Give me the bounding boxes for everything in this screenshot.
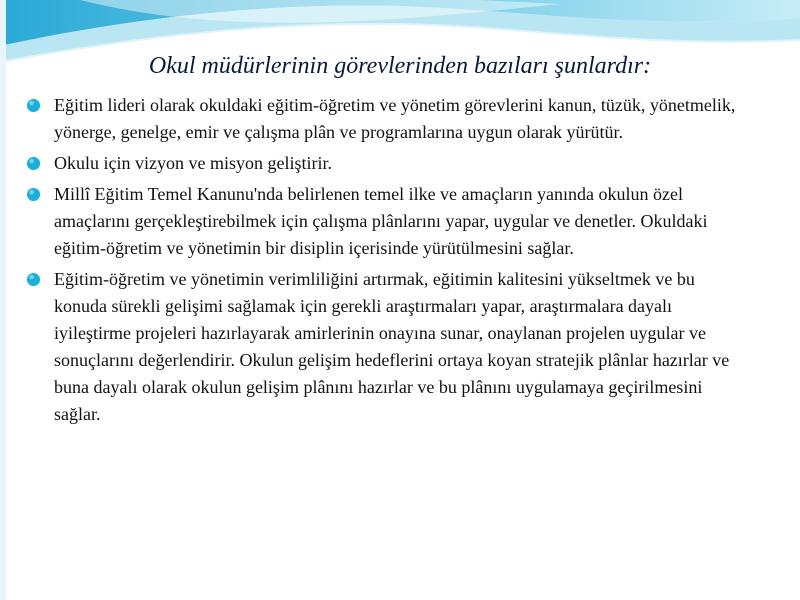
bullet-item [22,181,742,262]
circle-bullet-icon [26,98,41,113]
slide-title: Okul müdürlerinin görevlerinden bazıları şunlardır: [148,53,652,79]
left-edge-fade [0,0,6,600]
bullet-text: Eğitim lideri olarak okuldaki eğitim-öğretim ve yönetim görevlerini kanun, tüzük, yönetmelik, yönerge, genelge, emir ve çalışma plân ve programlarına uygun olarak yürütür. [54,95,736,142]
bullet-text: Millî Eğitim Temel Kanunu'nda belirlenen temel ilke ve amaçların yanında okulun özel amaçlarını gerçekleştirebilmek için çalışma plânlarını yapar, uygular ve denetler. Okuldaki eğitim-öğretim ve yönetimin bir disiplin içerisinde yürütülmesini sağlar. [54,184,708,258]
circle-bullet-icon [26,272,41,287]
circle-bullet-icon [26,187,41,202]
bullet-item [22,266,742,428]
bullet-text: Eğitim-öğretim ve yönetimin verimliliğini artırmak, eğitimin kalitesini yükseltmek ve bu konuda sürekli gelişimi sağlamak için gerekli araştırmaları yapar, araştırmalara dayalı iyileştirme projeleri hazırlayarak amirlerinin onayına sunar, onaylanan projelen uygular ve sonuçlarını değerlendirir. Okulun gelişim hedeflerini ortaya koyan stratejik plânlar hazırlar ve buna dayalı olarak okulun gelişim plânını hazırlar ve bu plânını uygulamaya geçirilmesini sağlar. [54,269,730,424]
bullet-item [22,92,742,146]
bullet-text: Okulu için vizyon ve misyon geliştirir. [54,153,332,173]
circle-bullet-icon [26,156,41,171]
bullet-list [22,92,742,432]
bullet-item [22,150,742,177]
